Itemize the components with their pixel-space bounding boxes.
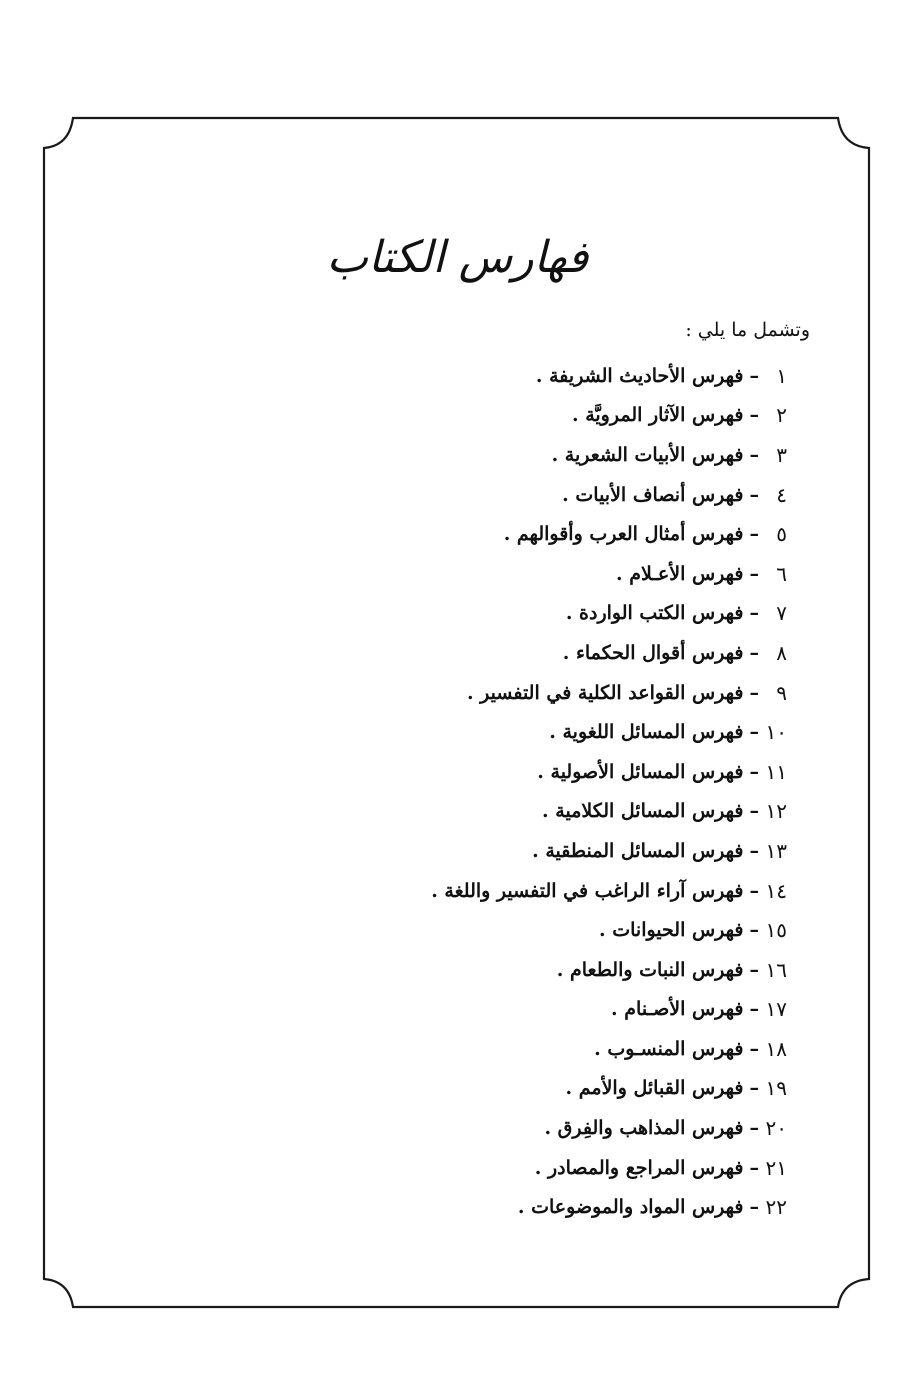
item-label: فهرس المسائل اللغوية . (549, 721, 744, 744)
item-number: ١٦ (765, 957, 787, 982)
item-label: فهرس المراجع والمصادر . (534, 1156, 744, 1179)
item-number: ١٤ (765, 878, 787, 903)
item-number: ٢١ (765, 1155, 787, 1180)
list-item (431, 673, 787, 713)
item-label: فهرس المسائل المنطقية . (532, 839, 744, 862)
list-item (431, 950, 787, 990)
list-item (431, 475, 787, 515)
item-dash: – (749, 523, 759, 546)
item-number: ٦ (776, 561, 787, 586)
item-number: ٢ (776, 403, 787, 428)
item-dash: – (749, 1196, 759, 1219)
item-dash: – (749, 721, 759, 744)
list-item (431, 594, 787, 634)
item-number: ٢٠ (765, 1116, 787, 1141)
index-list (431, 356, 787, 1227)
item-dash: – (749, 364, 759, 387)
item-dash: – (749, 483, 759, 506)
item-label: فهرس آراء الراغب في التفسير واللغة . (431, 879, 744, 902)
item-dash: – (749, 839, 759, 862)
item-dash: – (749, 1037, 759, 1060)
item-label: فهرس الأعـلام . (616, 562, 744, 585)
item-dash: – (749, 1117, 759, 1140)
item-dash: – (749, 919, 759, 942)
item-dash: – (749, 958, 759, 981)
item-label: فهرس الأصـنام . (611, 998, 744, 1021)
item-label: فهرس المسائل الأصولية . (537, 760, 744, 783)
item-dash: – (749, 562, 759, 585)
item-number: ١٨ (765, 1036, 787, 1061)
list-item (431, 514, 787, 554)
list-item (431, 356, 787, 396)
item-number: ١٧ (765, 997, 787, 1022)
item-number: ٩ (776, 680, 787, 705)
item-label: فهرس أقوال الحكماء . (562, 641, 744, 664)
item-number: ٣ (776, 442, 787, 467)
list-item (431, 831, 787, 871)
list-item (431, 435, 787, 475)
item-label: فهرس أنصاف الأبيات . (562, 483, 744, 506)
item-number: ٨ (776, 640, 787, 665)
list-item (431, 1069, 787, 1109)
item-dash: – (749, 800, 759, 823)
list-item (431, 990, 787, 1030)
item-label: فهرس القبائل والأمم . (565, 1077, 744, 1100)
item-number: ١٩ (765, 1076, 787, 1101)
item-dash: – (749, 760, 759, 783)
item-label: فهرس القواعد الكلية في التفسير . (466, 681, 744, 704)
item-dash: – (749, 681, 759, 704)
intro-text: وتشمل ما يلي : (685, 319, 810, 341)
item-number: ١٣ (765, 838, 787, 863)
item-label: فهرس المنسـوب . (594, 1037, 744, 1060)
item-label: فهرس المواد والموضوعات . (517, 1196, 744, 1219)
list-item (431, 1148, 787, 1188)
item-dash: – (749, 1077, 759, 1100)
item-number: ١٠ (765, 720, 787, 745)
item-number: ٧ (776, 601, 787, 626)
item-dash: – (749, 879, 759, 902)
list-item (431, 910, 787, 950)
list-item (431, 1108, 787, 1148)
list-item (431, 554, 787, 594)
item-number: ١١ (765, 759, 787, 784)
item-label: فهرس أمثال العرب وأقوالهم . (503, 523, 744, 546)
item-dash: – (749, 641, 759, 664)
item-dash: – (749, 602, 759, 625)
item-number: ١ (776, 363, 787, 388)
item-label: فهرس الآثار المرويَّة . (571, 404, 744, 427)
list-item (431, 1187, 787, 1227)
item-number: ٢٢ (765, 1195, 787, 1220)
list-item (431, 1029, 787, 1069)
item-dash: – (749, 443, 759, 466)
page-title: فهارس الكتاب (326, 232, 589, 283)
item-label: فهرس الأبيات الشعرية . (551, 443, 744, 466)
list-item (431, 712, 787, 752)
item-label: فهرس المذاهب والفِرق . (544, 1117, 744, 1140)
item-label: فهرس النبات والطعام . (556, 958, 744, 981)
item-label: فهرس المسائل الكلامية . (542, 800, 744, 823)
list-item (431, 871, 787, 911)
item-dash: – (749, 998, 759, 1021)
item-label: فهرس الأحاديث الشريفة . (535, 364, 744, 387)
list-item (431, 752, 787, 792)
item-dash: – (749, 404, 759, 427)
list-item (431, 396, 787, 436)
list-item (431, 633, 787, 673)
item-number: ١٥ (765, 918, 787, 943)
item-number: ٤ (776, 482, 787, 507)
item-number: ١٢ (765, 799, 787, 824)
item-label: فهرس الحيوانات . (599, 919, 744, 942)
item-dash: – (749, 1156, 759, 1179)
item-number: ٥ (776, 522, 787, 547)
item-label: فهرس الكتب الواردة . (565, 602, 744, 625)
list-item (431, 792, 787, 832)
